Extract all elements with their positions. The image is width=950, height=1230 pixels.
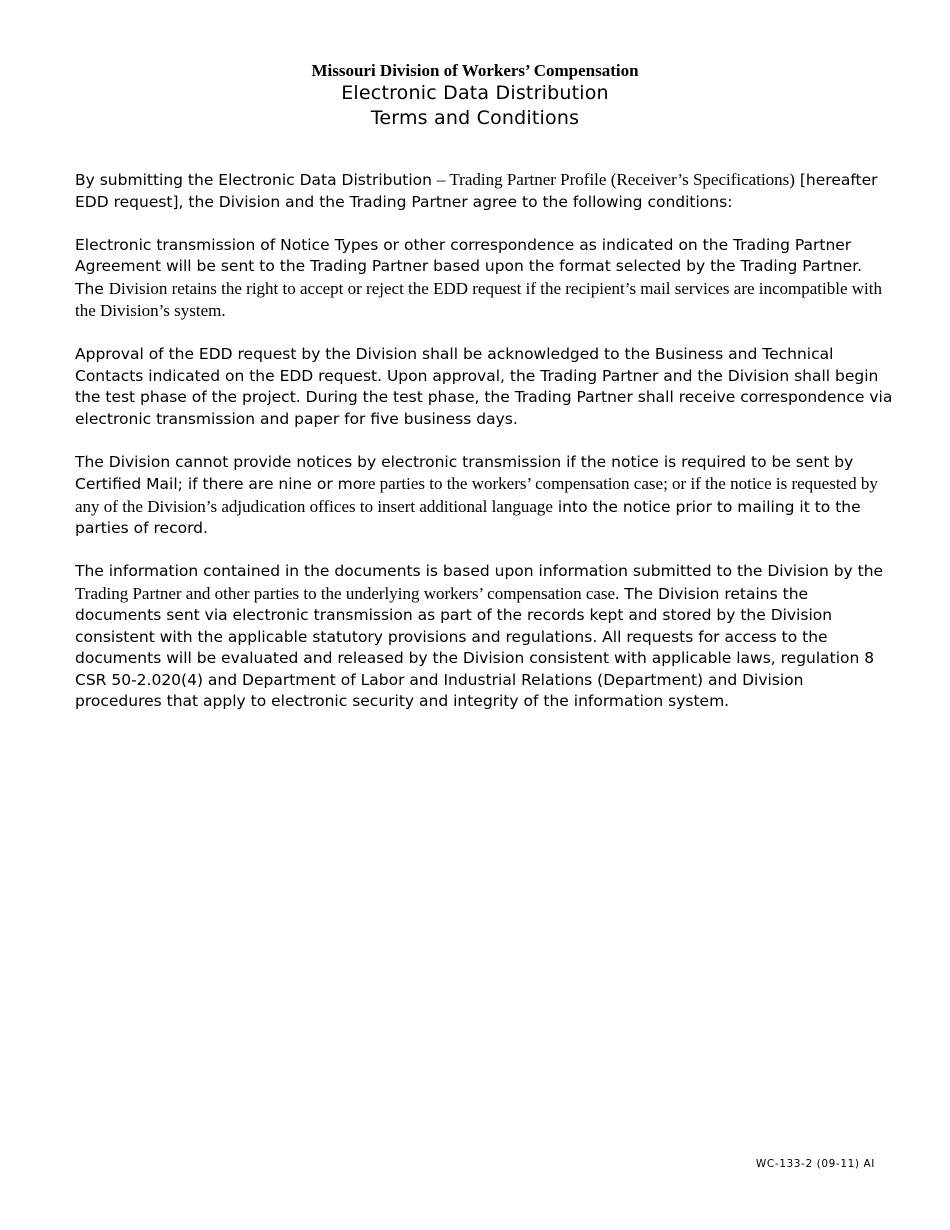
form-code: WC-133-2 (09-11) AI: [755, 1158, 875, 1170]
document-header: [0, 61, 950, 131]
paragraph-segment: re parties to the workers’ compensation case; or if the notice is requested by any of the Division’s adjudication offices to insert additional language: [75, 474, 878, 516]
paragraph-segment: By submitting the Electronic Data Distribution: [75, 171, 437, 189]
paragraph-segment: The Division cannot provide notices by electronic transmission if the notice is required to be sent by Certified Mail; if there are nine or mo: [75, 452, 854, 493]
paragraph-segment: into the notice prior to mailing it to the parties of record.: [75, 497, 861, 537]
terms-body: [75, 169, 895, 734]
paragraph-approval: [75, 344, 895, 430]
paragraph-segment: Trading Partner and other parties to the underlying workers’ compensation case.: [75, 583, 620, 603]
paragraph-segment: The information contained in the documents is based upon information submitted to the Division by the: [75, 562, 884, 580]
paragraph-segment: – Trading Partner Profile (Receiver’s Specifications): [436, 170, 795, 189]
paragraph-segment: Electronic transmission of Notice Types or other correspondence as indicated on the Trading Partner Agreement will be sent to the Trading Partner based upon the format selected by the Trading Partner. The: [75, 235, 863, 298]
paragraph-agreement: [75, 169, 895, 213]
agency-name: Missouri Division of Workers’ Compensation: [311, 61, 639, 80]
paragraph-segment: [hereafter EDD request], the Division and the Trading Partner agree to the following conditions:: [75, 171, 878, 211]
paragraph-records: [75, 561, 895, 713]
paragraph-segment: Division retains the right to accept or reject the EDD request if the recipient’s mail services are incompatible with the Division’s system.: [75, 278, 882, 320]
paragraph-limitations: [75, 452, 895, 540]
document-subtitle: Terms and Conditions: [370, 107, 580, 129]
document-title: Electronic Data Distribution: [341, 82, 609, 104]
paragraph-segment: Approval of the EDD request by the Division shall be acknowledged to the Business and Technical Contacts indicated on the EDD request. Upon approval, the Trading Partner and the Division shall begin the test phase of the project. During the test phase, the Trading Partner shall receive correspondence via electronic transmission and paper for five business days.: [75, 345, 893, 428]
paragraph-segment: The Division retains the documents sent via electronic transmission as part of the records kept and stored by the Division consistent with the applicable statutory provisions and regulations. All requests for access to the documents will be evaluated and released by the Division consistent with applicable laws, regulation 8 CSR 50-2.020(4) and Department of Labor and Industrial Relations (Department) and Division procedures that apply to electronic security and integrity of the information system.: [75, 584, 875, 710]
paragraph-transmission: [75, 235, 895, 323]
